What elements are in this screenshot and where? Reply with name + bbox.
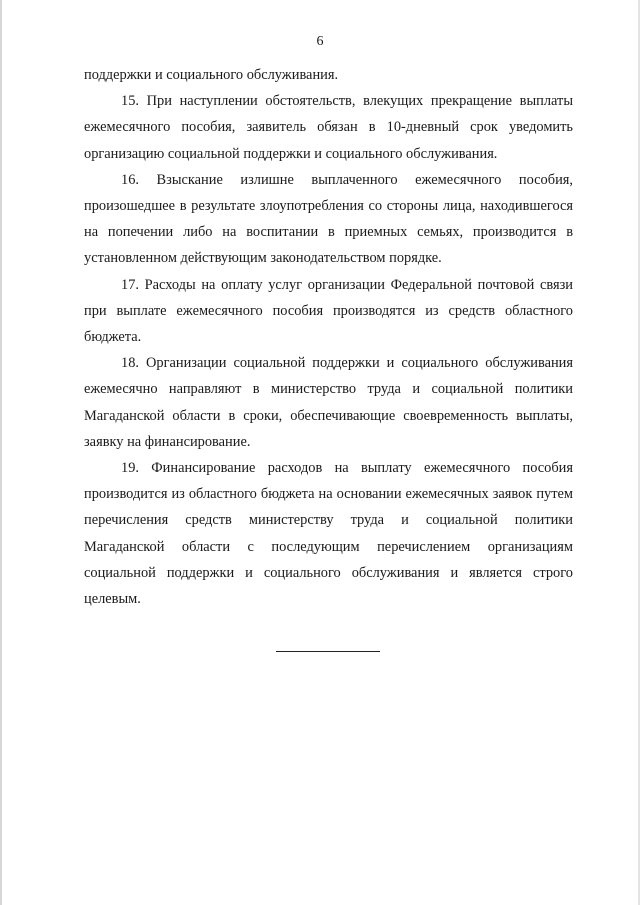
- paragraph-item-16: 16. Взыскание излишне выплаченного ежемесячного пособия, произошедшее в результате злоупотребления со стороны лица, находившегося на попечении либо на воспитании в приемных семьях, производится в установленном действующим законодательством порядке.: [84, 171, 573, 267]
- scan-edge-left: [0, 0, 2, 905]
- document-body: [84, 62, 573, 612]
- paragraph-item-18: 18. Организации социальной поддержки и социального обслуживания ежемесячно направляют в министерство труда и социальной политики Магаданской области в сроки, обеспечивающие своевременность выплаты, заявку на финансирование.: [84, 355, 573, 450]
- paragraph-item-17: 17. Расходы на оплату услуг организации Федеральной почтовой связи при выплате ежемесячного пособия производятся из средств областного бюджета.: [84, 276, 573, 346]
- paragraph-item-19: 19. Финансирование расходов на выплату ежемесячного пособия производится из областного бюджета на основании ежемесячных заявок путем перечисления средств министерству труда и социальной политики Магаданской области с последующим перечислением организациям социальной поддержки и социального обслуживания и является строго целевым.: [84, 460, 573, 608]
- page-number: 6: [316, 34, 324, 49]
- end-separator-line: [276, 651, 380, 652]
- paragraph-continuation: поддержки и социального обслуживания.: [84, 67, 339, 83]
- paragraph-item-15: 15. При наступлении обстоятельств, влекущих прекращение выплаты ежемесячного пособия, заявитель обязан в 10-дневный срок уведомить организацию социальной поддержки и социального обслуживания.: [84, 93, 573, 162]
